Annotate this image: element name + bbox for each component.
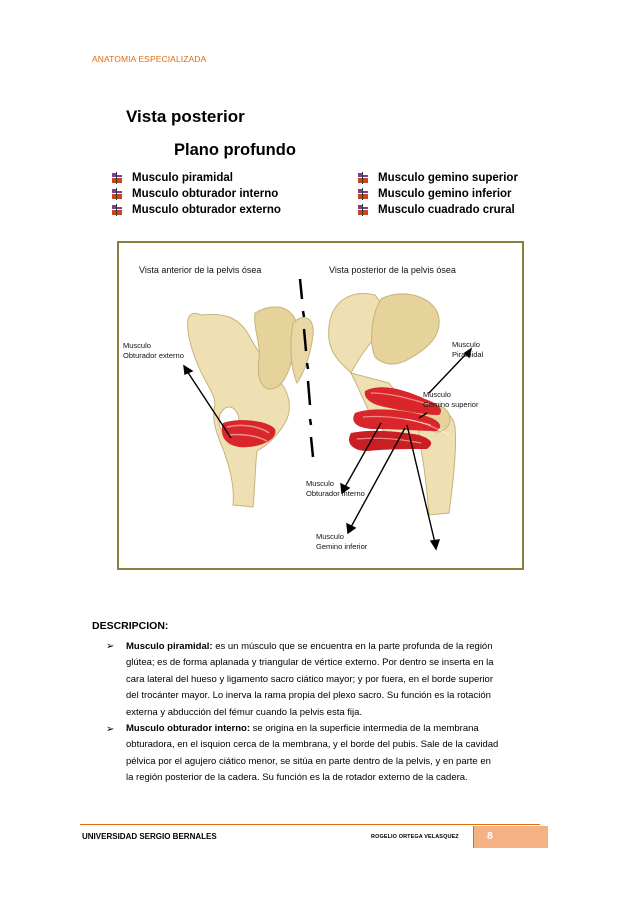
footer-university: UNIVERSIDAD SERGIO BERNALES: [82, 832, 217, 841]
label-piramidal: Musculo Piramidal: [452, 340, 484, 359]
list-item-label: Musculo piramidal: [132, 172, 233, 184]
list-item: [357, 186, 518, 202]
footer-author: ROGELIO ORTEGA VELASQUEZ: [371, 834, 459, 840]
list-item: [357, 170, 518, 186]
muscle-list-right: [357, 170, 518, 218]
bullet-flag-icon: [357, 172, 369, 184]
description-item-obturador-interno: Musculo obturador interno: se origina en la superficie intermedia de la membrana obturadora, en el isquion cerca de la membrana, y el borde del pubis. Sale de la cavidad pélvica por el agujero ciático menor, se sitúa en parte dentro de la pelvis, y en parte en la región posterior de la cadera. Su función es la de rotador externo de la cadera.: [126, 723, 499, 784]
list-item-label: Musculo cuadrado crural: [378, 204, 515, 216]
arrow-bullet-icon: ➢: [106, 641, 115, 652]
page-number: 8: [487, 830, 493, 842]
list-item: [357, 202, 518, 218]
term-obturador-interno: Musculo obturador interno:: [126, 723, 251, 734]
pelvis-figure: [117, 241, 524, 570]
description-title: DESCRIPCION:: [92, 620, 169, 632]
list-item-label: Musculo obturador externo: [132, 204, 281, 216]
list-item: [111, 202, 281, 218]
bullet-flag-icon: [357, 204, 369, 216]
label-posterior-view: Vista posterior de la pelvis ósea: [329, 265, 456, 275]
list-item: [111, 170, 281, 186]
list-item-label: Musculo gemino superior: [378, 172, 518, 184]
label-gemino-inferior: Musculo Gemino inferior: [316, 532, 368, 551]
page-number-box: [473, 826, 548, 848]
bullet-flag-icon: [111, 188, 123, 200]
heading-view: Vista posterior: [126, 107, 245, 126]
list-item-label: Musculo gemino inferior: [378, 188, 512, 200]
bullet-flag-icon: [111, 204, 123, 216]
bullet-flag-icon: [111, 172, 123, 184]
anterior-pelvis-drawing: [188, 307, 314, 507]
label-obturador-externo: Musculo Obturador externo: [123, 341, 184, 360]
list-item-label: Musculo obturador interno: [132, 188, 279, 200]
bullet-flag-icon: [357, 188, 369, 200]
list-item: [111, 186, 281, 202]
term-piramidal: Musculo piramidal:: [126, 641, 213, 652]
heading-plane: Plano profundo: [174, 141, 296, 159]
footer-divider: [80, 824, 540, 825]
label-obturador-interno: Musculo Obturador interno: [306, 479, 365, 498]
muscle-list-left: [111, 170, 281, 218]
label-gemino-superior: Musculo Gemino superior: [423, 390, 479, 409]
arrow-bullet-icon: ➢: [106, 724, 115, 735]
description-item-piramidal: Musculo piramidal: es un músculo que se encuentra en la parte profunda de la región glútea; es de forma aplanada y triangular de vértice externo. Por dentro se inserta en la cara lateral del hueso y ligamento sacro ciático mayor; y por fuera, en el borde superior del trocánter mayor. Lo inerva la rama propia del plexo sacro. Su función es la rotación externa y abducción del fémur cuando la pelvis esta fija.: [126, 641, 494, 718]
header-title: ANATOMIA ESPECIALIZADA: [92, 54, 207, 64]
label-anterior-view: Vista anterior de la pelvis ósea: [139, 265, 262, 275]
